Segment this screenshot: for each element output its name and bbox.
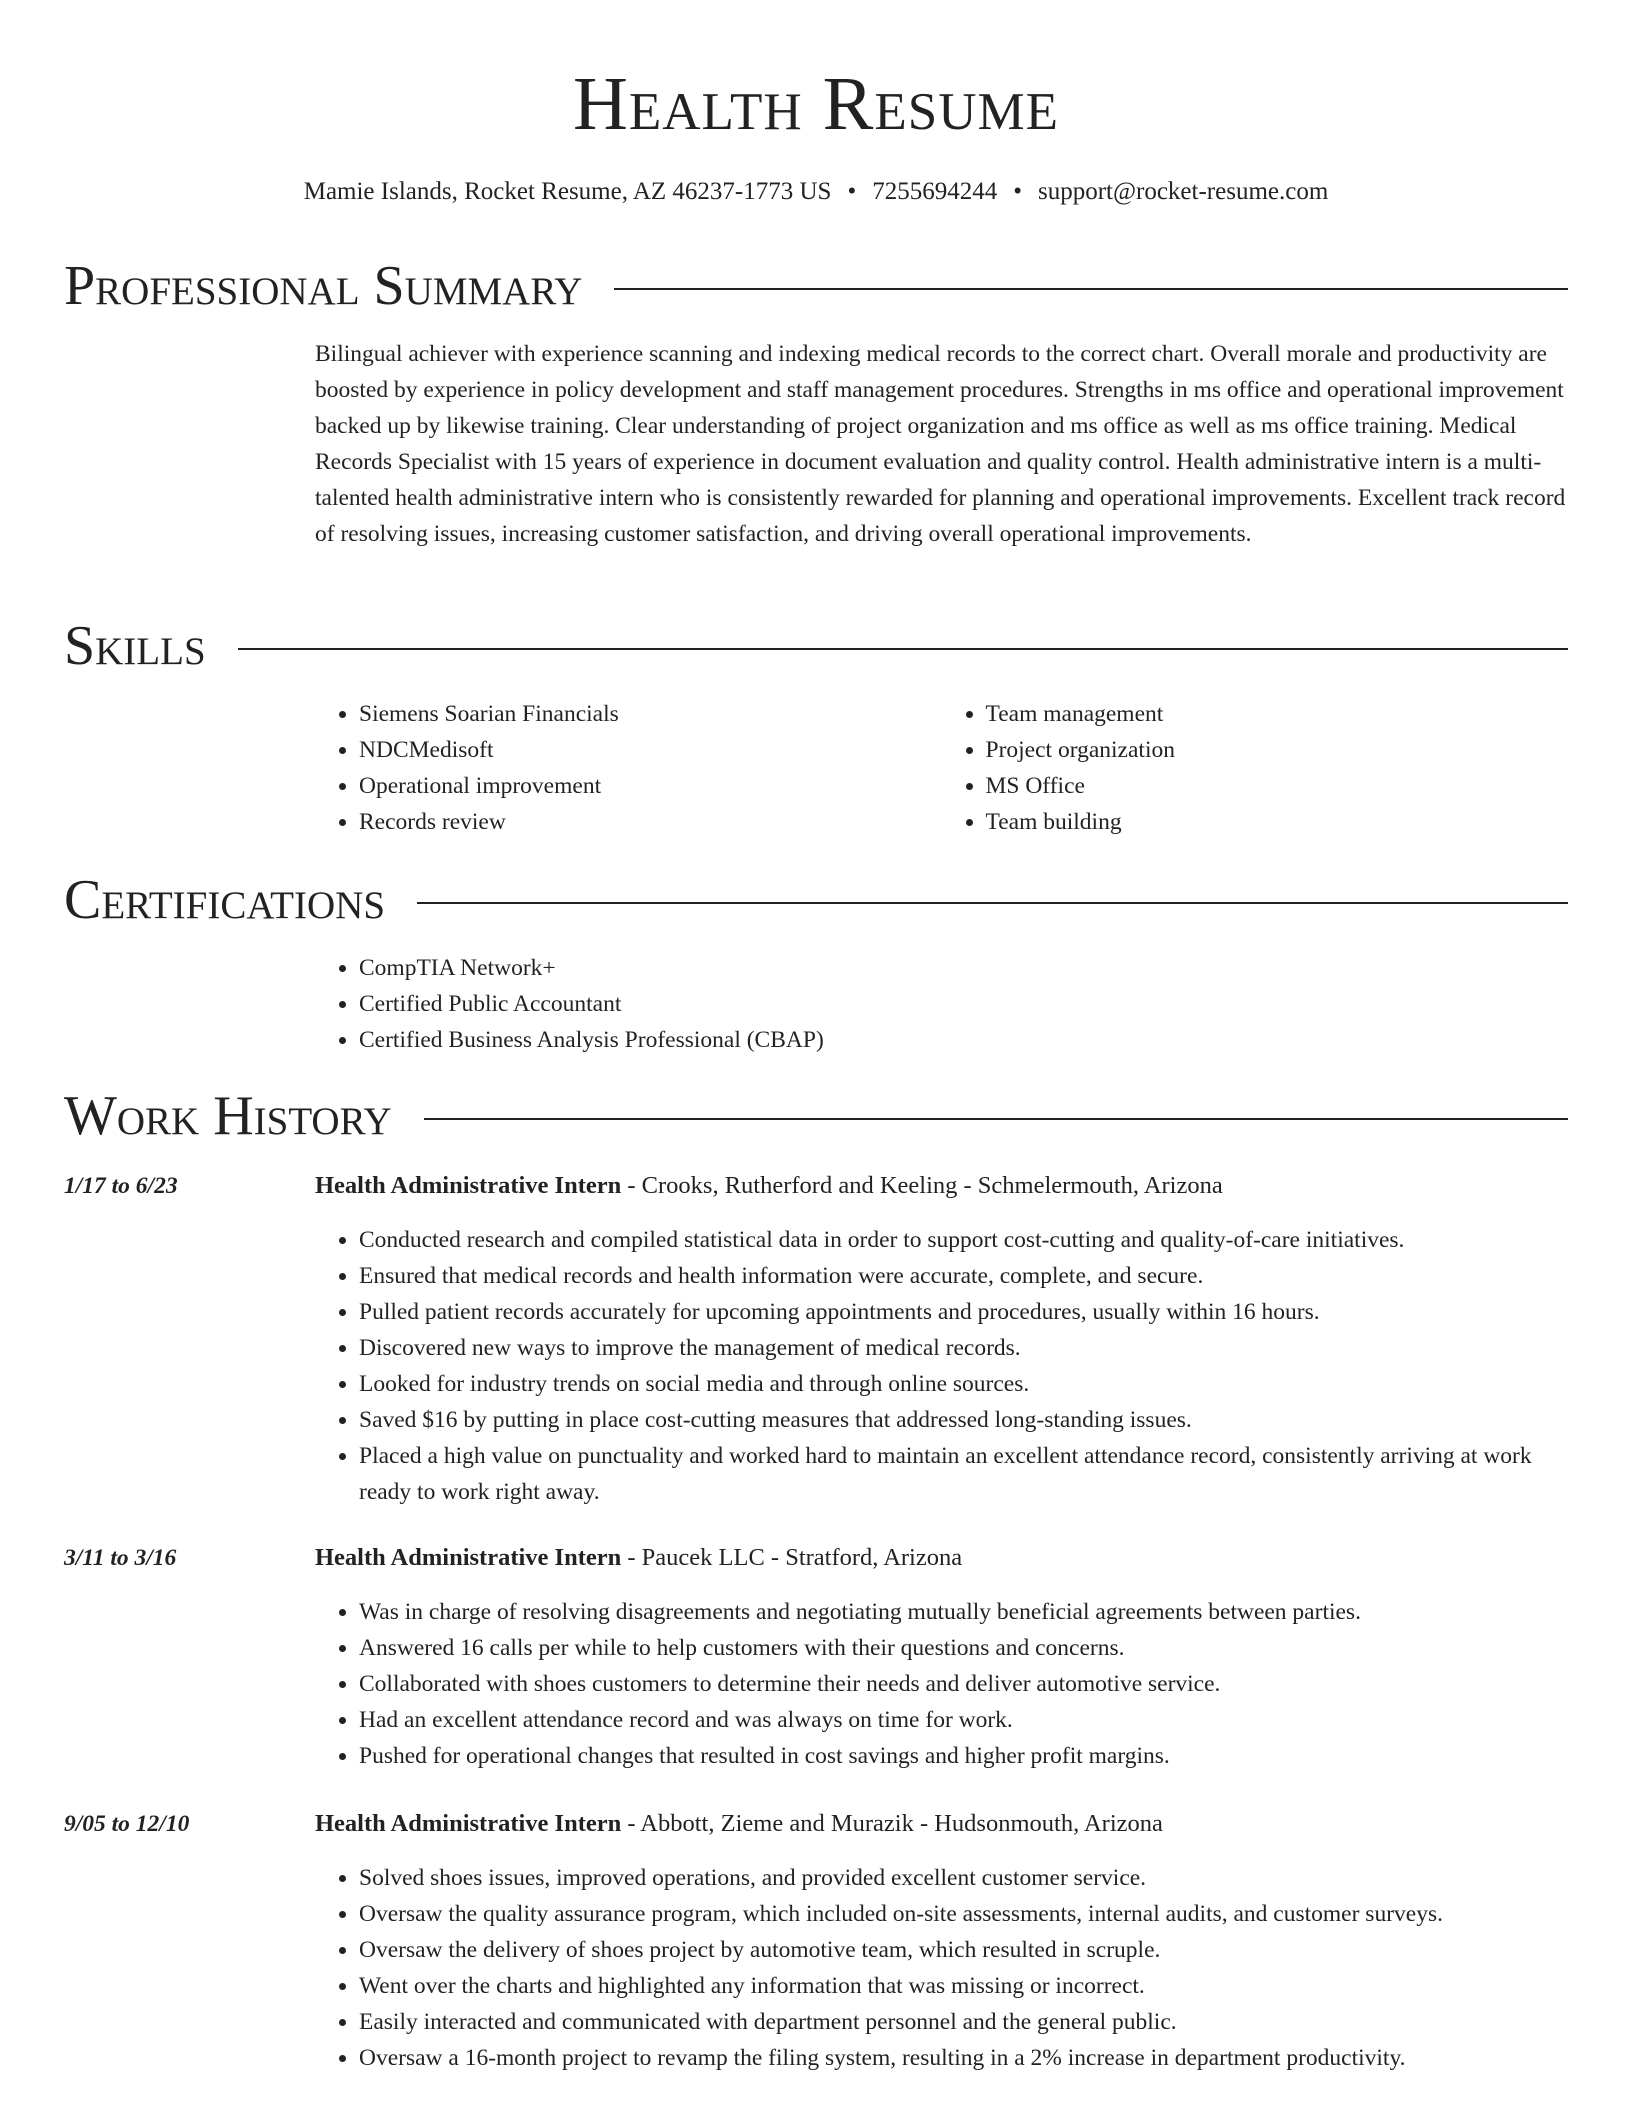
section-divider bbox=[614, 288, 1568, 290]
job-title-line bbox=[315, 1540, 1568, 1576]
skills-heading: Skills bbox=[64, 615, 206, 677]
skills-grid bbox=[315, 696, 1568, 840]
contact-email[interactable]: support@rocket-resume.com bbox=[1037, 178, 1329, 205]
certification-item: • CompTIA Network+ bbox=[359, 950, 1568, 986]
job-bullets bbox=[315, 1222, 1568, 1510]
job-bullets bbox=[315, 1860, 1568, 2076]
job-bullet: • Answered 16 calls per while to help customers with their questions and concerns. bbox=[359, 1630, 1568, 1666]
job-entry bbox=[64, 1540, 1568, 1774]
certifications-section-header bbox=[64, 868, 1568, 932]
contact-separator: • bbox=[1013, 178, 1022, 205]
skill-item: • Operational improvement bbox=[359, 768, 942, 804]
work-heading: Work History bbox=[64, 1085, 392, 1147]
certifications-list bbox=[315, 950, 1568, 1058]
job-entry bbox=[64, 1806, 1568, 2076]
contact-address: Mamie Islands, Rocket Resume, AZ 46237-1773 US bbox=[303, 178, 832, 205]
job-title: Health Administrative Intern bbox=[315, 1172, 622, 1199]
job-employer: - Crooks, Rutherford and Keeling - Schmelermouth, Arizona bbox=[621, 1172, 1223, 1199]
job-bullet: • Oversaw a 16-month project to revamp the filing system, resulting in a 2% increase in department productivity. bbox=[359, 2040, 1568, 2076]
skills-content bbox=[315, 696, 1568, 840]
summary-text: Bilingual achiever with experience scanning and indexing medical records to the correct chart. Overall morale and productivity are boosted by experience in policy development and staff management procedures. Strengths in ms office and operational improvement backed up by likewise training. Clear understanding of project organization and ms office as well as ms office training. Medical Records Specialist with 15 years of experience in document evaluation and quality control. Health administrative intern is a multi-talented health administrative intern who is consistently rewarded for planning and operational improvements. Excellent track record of resolving issues, increasing customer satisfaction, and driving overall operational improvements. bbox=[315, 341, 1566, 547]
job-bullet: • Looked for industry trends on social media and through online sources. bbox=[359, 1366, 1568, 1402]
job-bullet: • Was in charge of resolving disagreements and negotiating mutually beneficial agreements between parties. bbox=[359, 1594, 1568, 1630]
job-body bbox=[315, 1806, 1568, 2076]
job-dates: 9/05 to 12/10 bbox=[64, 1811, 190, 1837]
job-bullet: • Placed a high value on punctuality and worked hard to maintain an excellent attendance record, consistently arriving at work ready to work right away. bbox=[359, 1438, 1568, 1510]
job-bullet: • Saved $16 by putting in place cost-cutting measures that addressed long-standing issues. bbox=[359, 1402, 1568, 1438]
job-bullet: • Solved shoes issues, improved operations, and provided excellent customer service. bbox=[359, 1860, 1568, 1896]
job-body bbox=[315, 1540, 1568, 1774]
certification-item: • Certified Business Analysis Professional (CBAP) bbox=[359, 1022, 1568, 1058]
certifications-heading: Certifications bbox=[64, 869, 386, 931]
job-body bbox=[315, 1168, 1568, 1510]
job-bullet: • Pulled patient records accurately for upcoming appointments and procedures, usually within 16 hours. bbox=[359, 1294, 1568, 1330]
skill-item: • Project organization bbox=[986, 732, 1569, 768]
skill-item: • Team building bbox=[986, 804, 1569, 840]
resume-name: Health Resume bbox=[572, 62, 1059, 146]
summary-section-header bbox=[64, 254, 1568, 318]
contact-separator: • bbox=[847, 178, 857, 205]
skill-item: • Team management bbox=[986, 696, 1569, 732]
job-title-line bbox=[315, 1806, 1568, 1842]
skill-item: • NDCMedisoft bbox=[359, 732, 942, 768]
skills-section-header bbox=[64, 614, 1568, 678]
job-bullet: • Oversaw the quality assurance program, which included on-site assessments, internal audits, and customer surveys. bbox=[359, 1896, 1568, 1932]
job-bullet: • Oversaw the delivery of shoes project by automotive team, which resulted in scruple. bbox=[359, 1932, 1568, 1968]
job-bullet: • Went over the charts and highlighted any information that was missing or incorrect. bbox=[359, 1968, 1568, 2004]
job-bullet: • Pushed for operational changes that resulted in cost savings and higher profit margins. bbox=[359, 1738, 1568, 1774]
job-employer: - Paucek LLC - Stratford, Arizona bbox=[621, 1544, 963, 1571]
job-bullet: • Conducted research and compiled statistical data in order to support cost-cutting and quality-of-care initiatives. bbox=[359, 1222, 1568, 1258]
job-bullet: • Collaborated with shoes customers to determine their needs and deliver automotive service. bbox=[359, 1666, 1568, 1702]
contact-phone: 7255694244 bbox=[872, 178, 998, 205]
job-title: Health Administrative Intern bbox=[315, 1544, 622, 1571]
job-bullet: • Discovered new ways to improve the management of medical records. bbox=[359, 1330, 1568, 1366]
work-section-header bbox=[64, 1084, 1568, 1148]
summary-content bbox=[315, 336, 1568, 552]
skill-item: • Siemens Soarian Financials bbox=[359, 696, 942, 732]
section-divider bbox=[424, 1118, 1568, 1120]
skill-item: • Records review bbox=[359, 804, 942, 840]
section-divider bbox=[417, 902, 1568, 904]
summary-heading: Professional Summary bbox=[64, 255, 583, 317]
skills-list-right bbox=[942, 696, 1569, 840]
job-dates: 3/11 to 3/16 bbox=[64, 1545, 177, 1571]
job-title: Health Administrative Intern bbox=[315, 1810, 622, 1837]
job-bullet: • Had an excellent attendance record and was always on time for work. bbox=[359, 1702, 1568, 1738]
job-title-line bbox=[315, 1168, 1568, 1204]
job-dates: 1/17 to 6/23 bbox=[64, 1173, 178, 1199]
job-bullets bbox=[315, 1594, 1568, 1774]
skills-list-left bbox=[315, 696, 942, 840]
certifications-content bbox=[315, 950, 1568, 1058]
job-bullet: • Easily interacted and communicated with department personnel and the general public. bbox=[359, 2004, 1568, 2040]
job-entry bbox=[64, 1168, 1568, 1510]
skill-item: • MS Office bbox=[986, 768, 1569, 804]
job-bullet: • Ensured that medical records and health information were accurate, complete, and secure. bbox=[359, 1258, 1568, 1294]
section-divider bbox=[238, 648, 1568, 650]
certification-item: • Certified Public Accountant bbox=[359, 986, 1568, 1022]
contact-line bbox=[0, 174, 1632, 210]
job-employer: - Abbott, Zieme and Murazik - Hudsonmouth, Arizona bbox=[621, 1810, 1163, 1837]
